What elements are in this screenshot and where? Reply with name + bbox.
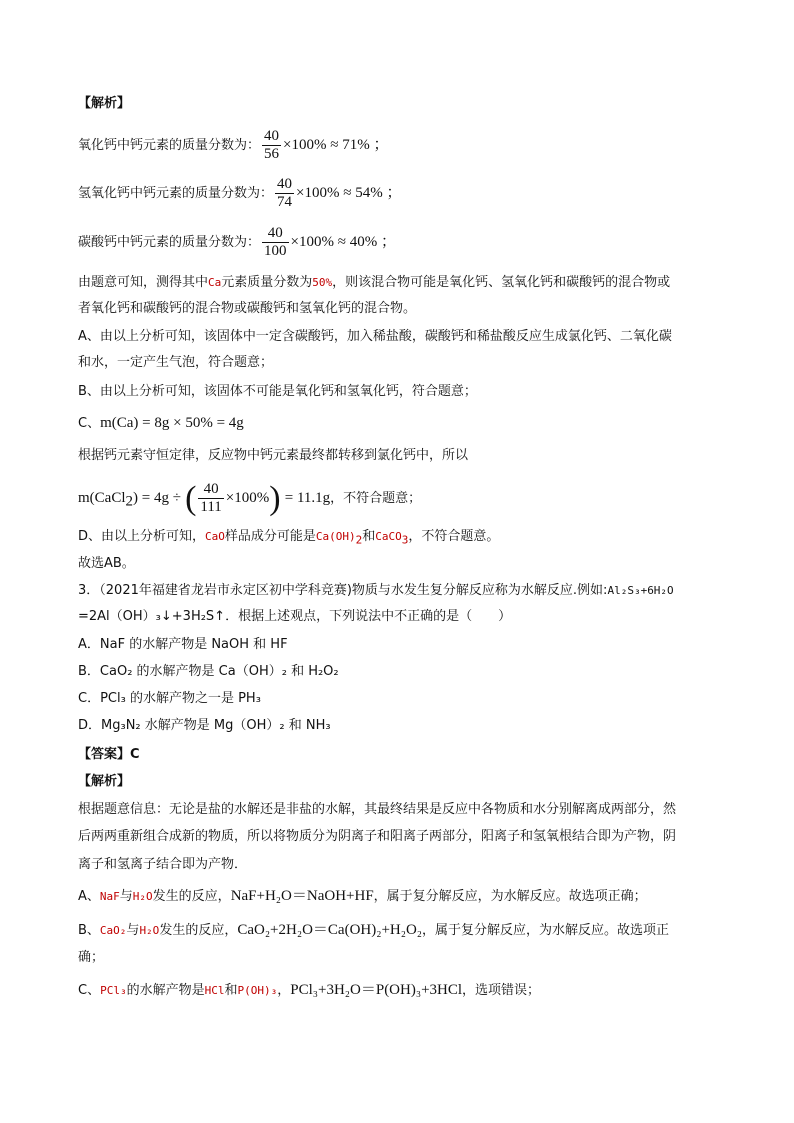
exp-c-and: 和 [224,983,238,998]
exp-b-equation: CaO₂+2H₂O＝Ca(OH)₂+H₂O₂ [237,922,423,938]
q3-formula: Al₂S₃+6H₂O [607,584,674,597]
analysis-label: 【解析】 [78,96,131,111]
exp-b-text: 发生的反应， [159,923,238,938]
cacl2-den: 111 [200,499,222,515]
cacl2-pct: ×100% [225,490,270,506]
caco3-num: 40 [267,225,283,241]
cao-num: 40 [264,128,280,144]
exp-c-tail: ，选项错误； [462,983,541,998]
q3-text: 3．（2021年福建省龙岩市永定区初中学科竞赛)物质与水发生复分解反应称为水解反应.例如: [78,583,608,598]
explanation-b-line-2: 确； [78,950,105,965]
option-d-text-b: 样品成分可能是 [224,529,316,544]
cao-fraction-line [78,128,388,163]
exp-c-hcl: HCl [204,984,225,997]
exp-b-tail: ，属于复分解反应，为水解反应。故选项正 [422,923,670,938]
option-d-caco-sub: 3 [401,533,409,547]
caco3-fraction [262,225,289,260]
exp-c-equation: PCl₃+3H₂O＝P(OH)₃+3HCl [290,982,463,998]
question-3-option-a: A．NaF 的水解产物是 NaOH 和 HF [78,637,288,652]
question-3-line-1 [78,581,674,601]
explanation-a-line [78,886,647,907]
exp-a-with: 与 [119,889,133,904]
exp-a-tail: ，属于复分解反应，为水解反应。故选项正确； [373,889,647,904]
exp-a-h2o: H₂O [132,890,153,903]
answer-label: 【答案】C [78,747,140,762]
option-d-cao: CaO [205,530,225,543]
caoh2-den: 74 [277,194,293,210]
exp-b-h2o: H₂O [139,924,160,937]
option-a-line-2: 和水，一定产生气泡，符合题意； [78,355,274,370]
caco3-den: 100 [264,243,287,259]
cacl2-fraction [198,481,223,516]
question-3-option-d: D．Mg₃N₂ 水解产物是 Mg（OH）₂ 和 NH₃ [78,718,331,733]
cao-tail: ×100% ≈ 71% ； [283,137,389,153]
p1-text-a: 由题意可知，测得其中 [78,275,209,290]
exp-a-naf: NaF [99,890,120,903]
p1-ca: Ca [208,276,222,289]
exp-c-comma: ， [277,983,291,998]
exp-a-prefix: A、 [78,889,100,904]
caoh2-tail: ×100% ≈ 54% ； [296,185,402,201]
caoh2-text: 氢氧化钙中钙元素的质量分数为： [78,186,274,201]
option-d-line [78,527,499,551]
exp-c-prefix: C、 [78,983,101,998]
option-d-caoh: Ca(OH) [315,530,356,543]
cao-text: 氧化钙中钙元素的质量分数为： [78,138,261,153]
exp-a-equation: NaF+H₂O＝NaOH+HF [230,888,374,904]
caoh2-fraction [275,176,294,211]
p1-text-c: ，则该混合物可能是氧化钙、氢氧化钙和碳酸钙的混合物或 [332,275,671,290]
exp-c-poh: P(OH)₃ [237,984,278,997]
p1-50: 50% [312,276,333,289]
left-paren: ( [185,479,197,517]
exp-c-pcl3: PCl₃ [100,984,127,997]
exp-b-prefix: B、 [78,923,100,938]
cacl2-result: = 11.1g [284,490,331,506]
para-1-line-2: 者氧化钙和碳酸钙的混合物或碳酸钙和氢氧化钙的混合物。 [78,301,417,316]
cacl2-sub: 2 [125,493,133,510]
caco3-tail: ×100% ≈ 40% ； [290,234,396,250]
question-3-option-b: B．CaO₂ 的水解产物是 Ca（OH）₂ 和 H₂O₂ [78,664,339,679]
option-b-line: B、由以上分析可知，该固体不可能是氧化钙和氢氧化钙，符合题意； [78,384,477,399]
info-line-2: 后两两重新组合成新的物质，所以将物质分为阴离子和阳离子两部分，阳离子和氢氧根结合即为产物，阴 [78,829,677,844]
info-line-3: 离子和氢离子结合即为产物． [78,857,248,872]
caoh2-fraction-line [78,176,401,211]
option-c-math: m(Ca) = 8g × 50% = 4g [100,415,244,431]
cacl2-tail: ，不符合题意； [330,491,422,506]
question-3-option-c: C．PCl₃ 的水解产物之一是 PH₃ [78,691,261,706]
p1-text-b: 元素质量分数为 [221,275,313,290]
cacl2-lhs: m(CaCl [78,490,126,506]
option-a-line-1: A、由以上分析可知，该固体中一定含碳酸钙，加入稀盐酸，碳酸钙和稀盐酸反应生成氯化钙、二氧化碳 [78,329,672,344]
exp-c-text-a: 的水解产物是 [126,983,205,998]
option-d-text-a: D、由以上分析可知， [78,529,206,544]
cacl2-mid: ) = 4g ÷ [133,490,181,506]
caoh2-num: 40 [277,176,293,192]
option-d-and: 和 [362,529,376,544]
explanation-b-line-1 [78,920,669,941]
caco3-fraction-line [78,225,396,260]
option-c-prefix: C、 [78,416,101,431]
answer-ab-line: 故选AB。 [78,556,135,571]
right-paren: ) [269,479,281,517]
info-line-1: 根据题意信息：无论是盐的水解还是非盐的水解，其最终结果是反应中各物质和水分别解离成两部分，然 [78,802,677,817]
option-c-line [78,413,244,434]
cacl2-num: 40 [203,481,219,497]
cao-den: 56 [264,146,280,162]
cao-fraction [262,128,281,163]
law-line: 根据钙元素守恒定律，反应物中钙元素最终都转移到氯化钙中，所以 [78,448,469,463]
caco3-text: 碳酸钙中钙元素的质量分数为： [78,235,261,250]
para-1-line-1 [78,273,670,293]
explanation-c-line [78,980,540,1001]
analysis-label-2: 【解析】 [78,774,131,789]
exp-b-cao2: CaO₂ [99,924,127,937]
exp-b-with: 与 [126,923,140,938]
option-d-caoh-sub: 2 [355,533,363,547]
question-3-line-2: =2Al（OH）₃↓+3H₂S↑．根据上述观点，下列说法中不正确的是（ ） [78,609,512,624]
option-d-text-c: ，不符合题意。 [408,529,500,544]
exp-a-text: 发生的反应， [152,889,231,904]
cacl2-equation-line [78,479,421,521]
option-d-caco: CaCO [375,530,402,543]
